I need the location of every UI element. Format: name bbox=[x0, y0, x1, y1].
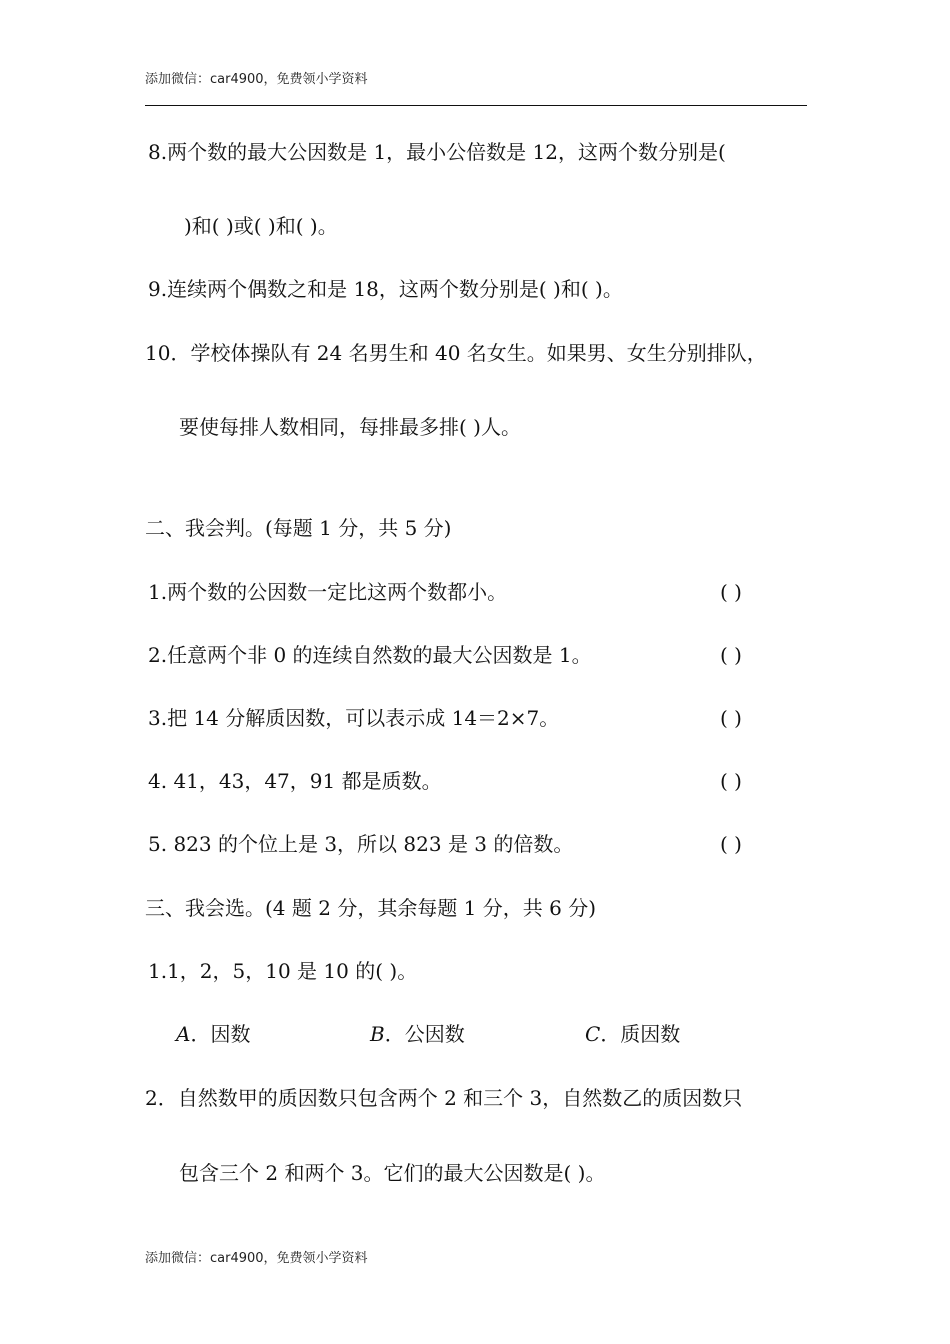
choose-q1-option-b[interactable] bbox=[370, 1022, 465, 1046]
choose-q1-option-a[interactable] bbox=[176, 1022, 250, 1046]
judge-answer-blank-1[interactable]: ( ) bbox=[720, 580, 742, 604]
judge-item-1: 1.两个数的公因数一定比这两个数都小。 bbox=[148, 580, 508, 604]
judge-answer-blank-5[interactable]: ( ) bbox=[720, 832, 742, 856]
judge-item-3: 3.把 14 分解质因数，可以表示成 14＝2×7。 bbox=[148, 706, 560, 730]
section-judge-heading: 二、我会判。(每题 1 分，共 5 分) bbox=[145, 516, 452, 540]
judge-item-2: 2.任意两个非 0 的连续自然数的最大公因数是 1。 bbox=[148, 643, 592, 667]
judge-answer-blank-3[interactable]: ( ) bbox=[720, 706, 742, 730]
page-footer-note: 添加微信：car4900，免费领小学资料 bbox=[145, 1251, 368, 1266]
option-text: ．质因数 bbox=[600, 1022, 681, 1046]
question-9: 9.连续两个偶数之和是 18，这两个数分别是( )和( )。 bbox=[148, 277, 623, 301]
option-letter: B bbox=[370, 1022, 385, 1046]
choose-question-2-line-2: 包含三个 2 和两个 3。它们的最大公因数是( )。 bbox=[179, 1161, 606, 1185]
question-10-line-1: 10．学校体操队有 24 名男生和 40 名女生。如果男、女生分别排队， bbox=[145, 341, 767, 365]
judge-item-4: 4. 41，43，47，91 都是质数。 bbox=[148, 769, 442, 793]
question-8-line-1: 8.两个数的最大公因数是 1，最小公倍数是 12，这两个数分别是( bbox=[148, 140, 726, 164]
judge-answer-blank-2[interactable]: ( ) bbox=[720, 643, 742, 667]
choose-question-2-line-1: 2．自然数甲的质因数只包含两个 2 和三个 3，自然数乙的质因数只 bbox=[145, 1086, 743, 1110]
choose-q1-option-c[interactable] bbox=[585, 1022, 680, 1046]
option-letter: A bbox=[176, 1022, 191, 1046]
page-header-note: 添加微信：car4900，免费领小学资料 bbox=[145, 72, 368, 87]
question-10-line-2: 要使每排人数相同，每排最多排( )人。 bbox=[179, 415, 521, 439]
choose-question-1: 1.1，2，5，10 是 10 的( )。 bbox=[148, 959, 418, 983]
section-choose-heading: 三、我会选。(4 题 2 分，其余每题 1 分，共 6 分) bbox=[145, 896, 597, 920]
option-text: ．公因数 bbox=[384, 1022, 465, 1046]
option-letter: C bbox=[585, 1022, 601, 1046]
question-8-line-2: )和( )或( )和( )。 bbox=[184, 214, 338, 238]
judge-answer-blank-4[interactable]: ( ) bbox=[720, 769, 742, 793]
option-text: ．因数 bbox=[190, 1022, 251, 1046]
judge-item-5: 5. 823 的个位上是 3，所以 823 是 3 的倍数。 bbox=[148, 832, 574, 856]
header-divider bbox=[145, 105, 807, 106]
